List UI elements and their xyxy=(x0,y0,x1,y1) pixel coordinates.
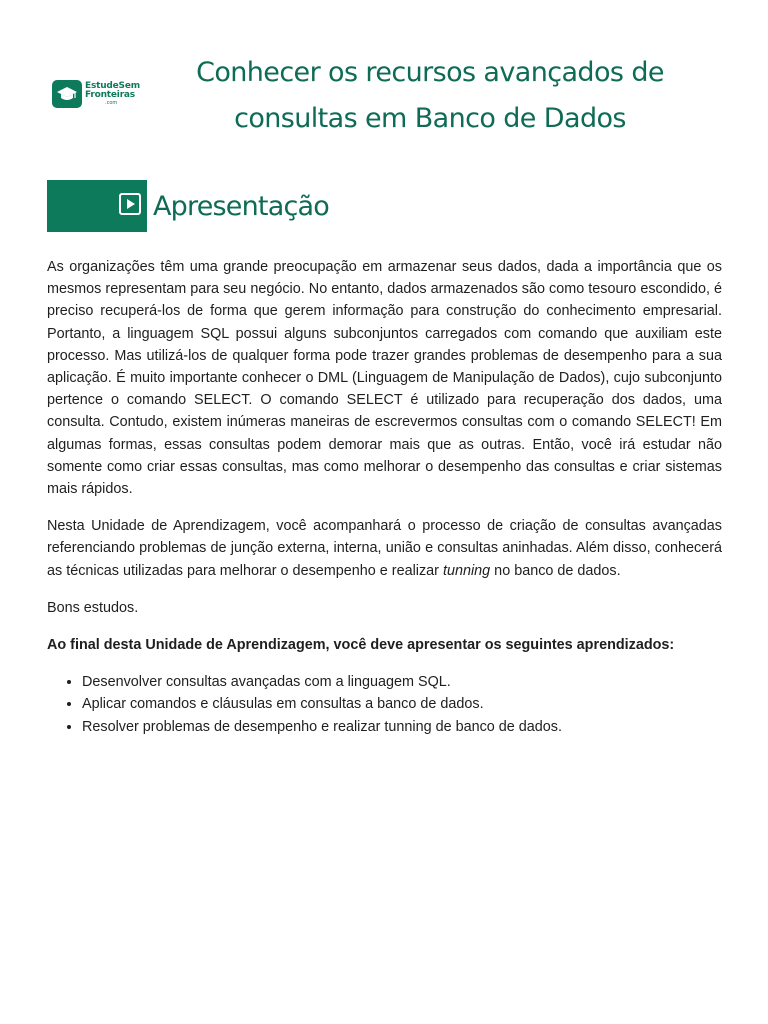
objective-item: • Aplicar comandos e cláusulas em consultas a banco de dados. xyxy=(82,693,722,715)
logo-text-line2: Fronteiras xyxy=(85,90,135,100)
unit-description-tail: no banco de dados. xyxy=(490,562,621,579)
logo-text-line3: .com xyxy=(105,100,118,106)
objective-item: • Desenvolver consultas avançadas com a linguagem SQL. xyxy=(82,671,722,693)
section-accent-bar xyxy=(47,180,147,232)
document-body xyxy=(47,256,722,738)
unit-description-paragraph xyxy=(47,515,722,582)
intro-paragraph: As organizações têm uma grande preocupação em armazenar seus dados, dada a importância que os mesmos representam para seu negócio. No entanto, dados armazenados são como tesouro escondido, é preciso recuperá-los de forma que gerem informação para construção do conhecimento empresarial. Portanto, a linguagem SQL possui alguns subconjuntos carregados com comando que auxiliam este processo. Mas utilizá-los de qualquer forma pode trazer grandes problemas de desempenho para a sua aplicação. É muito importante conhecer o DML (Linguagem de Manipulação de Dados), cujo subconjunto pertence o comando SELECT. O comando SELECT é utilizado para recuperação dos dados, uma consulta. Contudo, existem inúmeras maneiras de escrevermos consultas com o comando SELECT! Em algumas formas, essas consultas podem demorar mais que as outras. Então, você irá estudar não somente como criar essas consultas, mas como melhorar o desempenho das consultas e criar sistemas mais rápidos. xyxy=(47,259,722,498)
document-title: Conhecer os recursos avançados de consultas em Banco de Dados xyxy=(196,57,664,134)
objectives-heading: Ao final desta Unidade de Aprendizagem, você deve apresentar os seguintes aprendizados: xyxy=(47,637,675,654)
estudesemfronteiras-logo xyxy=(52,80,140,108)
unit-description-text: Nesta Unidade de Aprendizagem, você acompanhará o processo de criação de consultas avançadas referenciando problemas de junção externa, interna, união e consultas aninhadas. Além disso, conhecerá as técnicas utilizadas para melhorar o desempenho e realizar xyxy=(47,518,722,579)
greeting-paragraph: Bons estudos. xyxy=(47,599,139,616)
document-header xyxy=(0,0,768,150)
tunning-term: tunning xyxy=(442,562,491,579)
objectives-list xyxy=(47,671,722,738)
section-header xyxy=(47,180,329,232)
objective-item: • Resolver problemas de desempenho e realizar tunning de banco de dados. xyxy=(82,716,722,738)
graduation-cap-icon xyxy=(52,80,82,108)
play-square-icon xyxy=(119,193,141,215)
logo-text-line1: EstudeSem xyxy=(85,81,140,91)
section-title: Apresentação xyxy=(153,190,329,222)
